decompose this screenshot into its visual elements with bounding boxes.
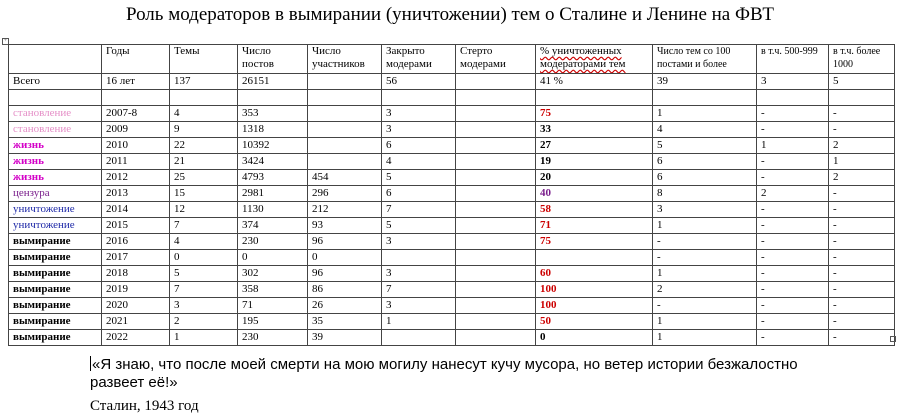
table-cell: 21: [170, 154, 238, 170]
table-row: [9, 106, 895, 122]
table-cell: -: [829, 298, 895, 314]
table-cell: 15: [170, 186, 238, 202]
table-cell: [757, 90, 829, 106]
table-cell: 0: [536, 330, 653, 346]
row-stage-label: вымирание: [9, 282, 102, 298]
moderation-table: [8, 44, 895, 346]
table-cell: [456, 186, 536, 202]
table-cell: [456, 314, 536, 330]
table-cell: [456, 250, 536, 266]
table-cell: 26151: [238, 74, 308, 90]
table-cell: 212: [308, 202, 382, 218]
table-cell: -: [757, 282, 829, 298]
table-cell: 2009: [102, 122, 170, 138]
table-cell: 1: [653, 266, 757, 282]
table-cell: [829, 90, 895, 106]
table-cell: 302: [238, 266, 308, 282]
table-cell: 8: [653, 186, 757, 202]
table-cell: [308, 106, 382, 122]
table-cell: [170, 90, 238, 106]
table-cell: 3: [382, 298, 456, 314]
table-row: [9, 234, 895, 250]
table-anchor-icon[interactable]: +: [3, 38, 8, 44]
table-cell: -: [757, 122, 829, 138]
table-cell: 5: [382, 170, 456, 186]
table-cell: 2012: [102, 170, 170, 186]
table-cell: 6: [382, 138, 456, 154]
table-cell: 6: [653, 170, 757, 186]
table-cell: -: [757, 202, 829, 218]
table-cell: 2: [653, 282, 757, 298]
table-cell: -: [829, 250, 895, 266]
header-cell: Темы: [170, 45, 238, 74]
table-cell: 3: [757, 74, 829, 90]
table-cell: 2: [829, 138, 895, 154]
table-cell: -: [829, 266, 895, 282]
table-cell: 5: [382, 218, 456, 234]
table-row: [9, 250, 895, 266]
table-row: [9, 330, 895, 346]
table-cell: 41 %: [536, 74, 653, 90]
table-cell: [308, 90, 382, 106]
table-cell: 1: [382, 314, 456, 330]
table-cell: -: [829, 330, 895, 346]
table-cell: -: [757, 218, 829, 234]
table-cell: 1: [757, 138, 829, 154]
quote-author: Сталин, 1943 год: [90, 398, 199, 414]
row-stage-label: [9, 90, 102, 106]
table-cell: 50: [536, 314, 653, 330]
table-cell: -: [757, 154, 829, 170]
table-cell: 6: [382, 186, 456, 202]
table-cell: 195: [238, 314, 308, 330]
table-cell: 0: [238, 250, 308, 266]
table-cell: 2013: [102, 186, 170, 202]
row-stage-label: вымирание: [9, 266, 102, 282]
table-cell: 19: [536, 154, 653, 170]
table-cell: 39: [653, 74, 757, 90]
table-cell: 1: [653, 314, 757, 330]
table-cell: 374: [238, 218, 308, 234]
table-cell: 3: [170, 298, 238, 314]
table-cell: [456, 218, 536, 234]
table-cell: 2981: [238, 186, 308, 202]
table-cell: 2: [170, 314, 238, 330]
table-cell: [382, 330, 456, 346]
table-cell: 1: [653, 330, 757, 346]
header-cell: Стерто модерами: [456, 45, 536, 74]
table-cell: -: [829, 186, 895, 202]
table-cell: 2: [757, 186, 829, 202]
table-cell: -: [653, 250, 757, 266]
table-cell: 3: [382, 122, 456, 138]
table-cell: [308, 154, 382, 170]
table-cell: 7: [382, 202, 456, 218]
table-cell: 7: [382, 282, 456, 298]
table-cell: 2020: [102, 298, 170, 314]
table-cell: -: [653, 298, 757, 314]
table-cell: 10392: [238, 138, 308, 154]
table-cell: 58: [536, 202, 653, 218]
table-cell: 2015: [102, 218, 170, 234]
table-cell: [456, 154, 536, 170]
table-cell: [382, 250, 456, 266]
table-cell: -: [829, 282, 895, 298]
table-cell: [308, 122, 382, 138]
table-cell: 4: [382, 154, 456, 170]
table-cell: -: [757, 298, 829, 314]
table-cell: -: [829, 314, 895, 330]
table-cell: [382, 90, 456, 106]
table-cell: [456, 90, 536, 106]
table-cell: [456, 138, 536, 154]
table-cell: 71: [536, 218, 653, 234]
table-cell: [456, 202, 536, 218]
table-cell: 16 лет: [102, 74, 170, 90]
table-cell: 5: [829, 74, 895, 90]
table-cell: [456, 106, 536, 122]
table-cell: 2021: [102, 314, 170, 330]
table-cell: -: [829, 234, 895, 250]
table-cell: 1318: [238, 122, 308, 138]
table-row: [9, 218, 895, 234]
table-cell: 4793: [238, 170, 308, 186]
row-stage-label: вымирание: [9, 314, 102, 330]
table-cell: 2007-8: [102, 106, 170, 122]
table-cell: [536, 90, 653, 106]
table-cell: 33: [536, 122, 653, 138]
table-cell: 35: [308, 314, 382, 330]
table-cell: [456, 74, 536, 90]
table-cell: 22: [170, 138, 238, 154]
table-cell: [456, 170, 536, 186]
table-cell: 75: [536, 234, 653, 250]
table-cell: 1130: [238, 202, 308, 218]
table-row: [9, 266, 895, 282]
table-cell: [653, 90, 757, 106]
table-row: [9, 154, 895, 170]
table-cell: 454: [308, 170, 382, 186]
table-cell: 2011: [102, 154, 170, 170]
table-row: [9, 90, 895, 106]
table-cell: [456, 282, 536, 298]
table-cell: [456, 298, 536, 314]
table-cell: [456, 122, 536, 138]
table-cell: 2022: [102, 330, 170, 346]
table-cell: 27: [536, 138, 653, 154]
table-cell: 96: [308, 234, 382, 250]
table-cell: [456, 266, 536, 282]
table-cell: 1: [829, 154, 895, 170]
table-cell: -: [653, 234, 757, 250]
table-cell: 26: [308, 298, 382, 314]
header-cell: Число тем со 100 постами и более: [653, 45, 757, 74]
table-cell: 40: [536, 186, 653, 202]
table-cell: [102, 90, 170, 106]
table-cell: 56: [382, 74, 456, 90]
table-cell: 2017: [102, 250, 170, 266]
row-stage-label: Всего: [9, 74, 102, 90]
header-cell: % уничтоженных модераторами тем: [536, 45, 653, 74]
header-cell: в т.ч. более 1000: [829, 45, 895, 74]
table-cell: 2014: [102, 202, 170, 218]
table-cell: 100: [536, 298, 653, 314]
table-cell: [238, 90, 308, 106]
table-cell: [308, 138, 382, 154]
table-cell: 7: [170, 218, 238, 234]
table-header-row: [9, 45, 895, 74]
row-stage-label: уничтожение: [9, 218, 102, 234]
table-cell: -: [757, 250, 829, 266]
table-body: [9, 74, 895, 346]
table-cell: -: [757, 234, 829, 250]
table-cell: 5: [653, 138, 757, 154]
table-cell: 5: [170, 266, 238, 282]
table-cell: 20: [536, 170, 653, 186]
table-cell: 2019: [102, 282, 170, 298]
table-cell: 25: [170, 170, 238, 186]
header-cell: Годы: [102, 45, 170, 74]
table-cell: 2016: [102, 234, 170, 250]
table-cell: 4: [170, 106, 238, 122]
table-cell: 3424: [238, 154, 308, 170]
header-cell: Число участников: [308, 45, 382, 74]
table-cell: 75: [536, 106, 653, 122]
table-cell: -: [829, 218, 895, 234]
table-cell: 1: [653, 218, 757, 234]
table-cell: 137: [170, 74, 238, 90]
quote-text: «Я знаю, что после моей смерти на мою могилу нанесут кучу мусора, но ветер истории безжалостно развеет её!»: [90, 356, 798, 391]
table-cell: -: [757, 330, 829, 346]
table-cell: 3: [382, 106, 456, 122]
text-cursor: [90, 356, 91, 371]
table-row: [9, 122, 895, 138]
row-stage-label: становление: [9, 122, 102, 138]
row-stage-label: вымирание: [9, 250, 102, 266]
table-row: [9, 186, 895, 202]
row-stage-label: уничтожение: [9, 202, 102, 218]
table-cell: 4: [170, 234, 238, 250]
table-cell: 3: [382, 266, 456, 282]
table-row: [9, 202, 895, 218]
table-cell: 2: [829, 170, 895, 186]
table-cell: 9: [170, 122, 238, 138]
table-cell: 3: [653, 202, 757, 218]
table-cell: 296: [308, 186, 382, 202]
table-cell: 2018: [102, 266, 170, 282]
table-row: [9, 282, 895, 298]
table-cell: -: [829, 122, 895, 138]
table-cell: -: [757, 170, 829, 186]
table-cell: -: [757, 266, 829, 282]
table-cell: [456, 234, 536, 250]
table-cell: 1: [170, 330, 238, 346]
table-cell: 2010: [102, 138, 170, 154]
table-cell: 230: [238, 330, 308, 346]
table-cell: 100: [536, 282, 653, 298]
table-cell: [456, 330, 536, 346]
table-row: [9, 170, 895, 186]
row-stage-label: жизнь: [9, 138, 102, 154]
table-resize-handle[interactable]: [890, 336, 896, 342]
header-cell: [9, 45, 102, 74]
table-cell: 4: [653, 122, 757, 138]
table-cell: 358: [238, 282, 308, 298]
table-cell: 96: [308, 266, 382, 282]
table-row: [9, 138, 895, 154]
table-cell: -: [757, 106, 829, 122]
row-stage-label: вымирание: [9, 234, 102, 250]
table-row: [9, 314, 895, 330]
table-cell: 93: [308, 218, 382, 234]
row-stage-label: жизнь: [9, 154, 102, 170]
header-cell: Закрыто модерами: [382, 45, 456, 74]
table-cell: 39: [308, 330, 382, 346]
table-cell: 6: [653, 154, 757, 170]
table-row: [9, 298, 895, 314]
stalin-quote: [90, 356, 850, 392]
table-cell: 0: [170, 250, 238, 266]
table-cell: 3: [382, 234, 456, 250]
table-cell: 1: [653, 106, 757, 122]
row-stage-label: становление: [9, 106, 102, 122]
table-cell: 86: [308, 282, 382, 298]
row-stage-label: жизнь: [9, 170, 102, 186]
table-cell: [308, 74, 382, 90]
table-row: [9, 74, 895, 90]
table-cell: 71: [238, 298, 308, 314]
row-stage-label: вымирание: [9, 298, 102, 314]
header-cell: в т.ч. 500-999: [757, 45, 829, 74]
table-cell: 230: [238, 234, 308, 250]
table-cell: 0: [308, 250, 382, 266]
header-cell: Число постов: [238, 45, 308, 74]
row-stage-label: вымирание: [9, 330, 102, 346]
table-cell: 60: [536, 266, 653, 282]
table-cell: -: [757, 314, 829, 330]
table-cell: 7: [170, 282, 238, 298]
table-cell: -: [829, 202, 895, 218]
table-cell: [536, 250, 653, 266]
table-cell: 12: [170, 202, 238, 218]
table-cell: 353: [238, 106, 308, 122]
row-stage-label: цензура: [9, 186, 102, 202]
table-cell: -: [829, 106, 895, 122]
document-title: Роль модераторов в вымирании (уничтожении) тем о Сталине и Ленине на ФВТ: [125, 4, 775, 25]
